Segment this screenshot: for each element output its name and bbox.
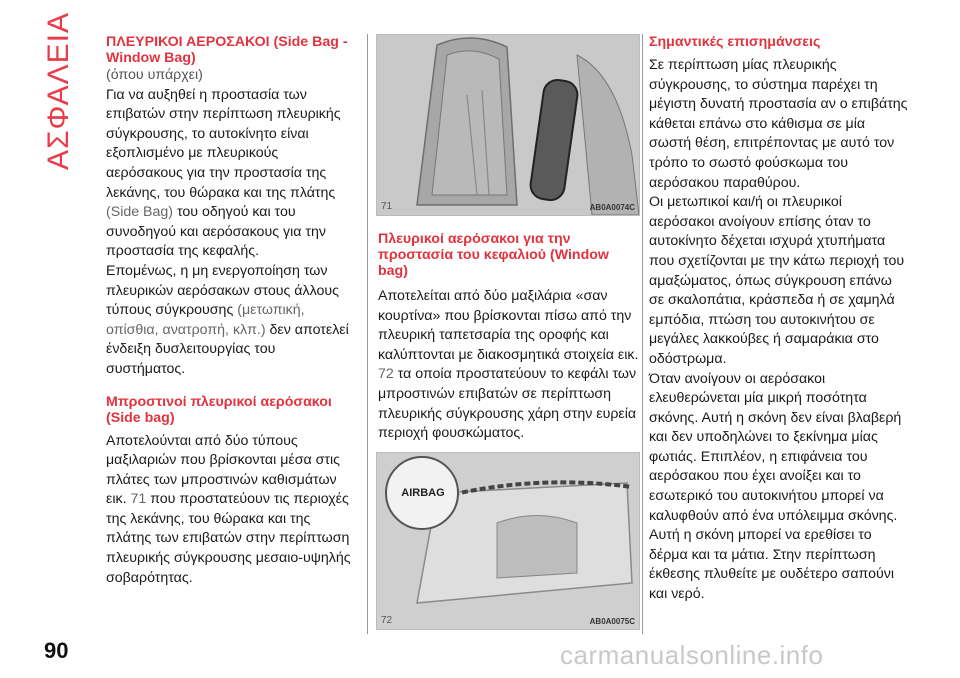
collision-types-ref: (μετωπική, οπίσθια, ανατροπή, κλπ.): [106, 302, 305, 338]
figure-code: AB0A0075C: [589, 617, 635, 626]
paragraph-text: του οδηγού και του συνοδηγού και αερόσακους για την προστασία της κεφαλής.: [106, 204, 326, 260]
paragraph-text: Για να αυξηθεί η προστασία των επιβατών στην περίπτωση πλευρικής σύγκρουσης, το αυτοκίνητο είναι εξοπλισμένο με πλευρικούς αερόσακους για την προστασία της λεκάνης, του θώρακα και της πλάτης: [106, 86, 341, 201]
figure-ref-72: 72: [378, 366, 394, 383]
paragraph-window-bag: [378, 287, 640, 444]
paragraph-intro: [106, 86, 356, 262]
heading-side-bag-window-bag: ΠΛΕΥΡΙΚΟΙ ΑΕΡΟΣΑΚΟΙ (Side Bag - Window Bag): [106, 34, 348, 66]
column-3: [649, 34, 909, 605]
seat-illustration: [377, 35, 639, 215]
paragraph-text: Αποτελούνται από δύο τύπους μαξιλαριών που βρίσκονται μέσα στις πλάτες των μπροστινών καθισμάτων εικ.: [106, 432, 340, 508]
figure-code: AB0A0074C: [589, 203, 635, 212]
column-divider: [367, 34, 368, 634]
paragraph-note-1: Σε περίπτωση μίας πλευρικής σύγκρουσης, το σύστημα παρέχει τη μέγιστη δυνατή προστασία αν ο επιβάτης κάθεται επάνω στο κάθισμα σε μία σωστή θέση, επιτρέποντας με αυτό τον τρόπο το σωστό φούσκωμα του αερόσακου παραθύρου.: [649, 57, 908, 191]
page-number: 90: [44, 638, 69, 663]
paragraph-front-side-bag: [106, 432, 356, 589]
paragraph-text: τα οποία προστατεύουν το κεφάλι των μπροστινών επιβατών σε περίπτωση πλευρικής σύγκρουσης χάρη στην ευρεία περιοχή φουσκώματος.: [378, 366, 637, 442]
figure-number: 72: [381, 615, 393, 626]
figure-71-seat-side-bag: [376, 34, 640, 216]
paragraph-text: Επομένως, η μη ενεργοποίηση των πλευρικών αερόσακων στους άλλους τύπους σύγκρουσης: [106, 262, 339, 319]
figure-number: 71: [381, 201, 393, 212]
paragraph-note-3: Όταν ανοίγουν οι αερόσακοι ελευθερώνεται μία μικρή ποσότητα σκόνης. Αυτή η σκόνη δεν είναι βλαβερή και δεν υποδηλώνει το ξεκίνημα μίας φωτιάς. Επιπλέον, η επιφάνεια του αερόσακου που έχει ανοίξει και το εσωτερικό του αυτοκινήτου μπορεί να καλυφθούν από ένα υπόλειμμα σκόνης. Αυτή η σκόνη μπορεί να ερεθίσει το δέρμα και τα μάτια. Στην περίπτωση έκθεσης πλυθείτε με ουδέτερο σαπούνι και νερό.: [649, 370, 902, 603]
heading-front-side-bag: Μπροστινοί πλευρικοί αερόσακοι (Side bag): [106, 393, 332, 426]
paragraph-text: δεν αποτελεί ένδειξη δυσλειτουργίας του συστήματος.: [106, 321, 349, 377]
watermark: carmanualsonline.info: [560, 640, 824, 670]
column-1: [106, 34, 356, 588]
airbag-label: AIRBAG: [401, 487, 445, 499]
column-2: [378, 231, 640, 444]
window-bag-illustration: [377, 453, 639, 629]
heading-important-notes: Σημαντικές επισημάνσεις: [649, 34, 821, 50]
paragraph-note-2: Οι μετωπικοί και/ή οι πλευρικοί αερόσακοι ανοίγουν επίσης όταν το αυτοκίνητο δέχεται ισχυρά χτυπήματα που σχετίζονται με την κάτω περιοχή του αμαξώματος, όπως σύγκρουση επάνω σε σκαλοπάτια, κράσπεδα ή σε χαμηλά εμπόδια, πτώση του αυτοκινήτου σε μεγάλες λακκούβες ή σαμαράκια στο οδόστρωμα.: [649, 194, 905, 367]
heading-window-bag: Πλευρικοί αερόσακοι για την προστασία του κεφαλιού (Window bag): [378, 231, 609, 279]
side-bag-ref: (Side Bag): [106, 204, 174, 221]
paragraph-non-activation: [106, 262, 356, 380]
column-divider: [642, 34, 643, 634]
paragraph-text: που προστατεύουν τις περιοχές της λεκάνης, του θώρακα και της πλάτης των επιβατών στην περίπτωση πλευρικής σύγκρουσης μεσαιο-υψηλής σοβαρότητας.: [106, 491, 351, 586]
figure-ref-71: 71: [130, 491, 147, 508]
paragraph-text: Αποτελείται από δύο μαξιλάρια «σαν κουρτίνα» που βρίσκονται πίσω από την πλευρική ταπετσαρία της οροφής και καλύπτονται με διακοσμητικά στοιχεία εικ.: [378, 288, 639, 363]
availability-note: (όπου υπάρχει): [106, 67, 203, 83]
side-tab: [0, 0, 92, 678]
section-title: ΑΣΦΑΛΕΙΑ: [42, 11, 75, 170]
figure-72-window-bag: [376, 452, 640, 630]
